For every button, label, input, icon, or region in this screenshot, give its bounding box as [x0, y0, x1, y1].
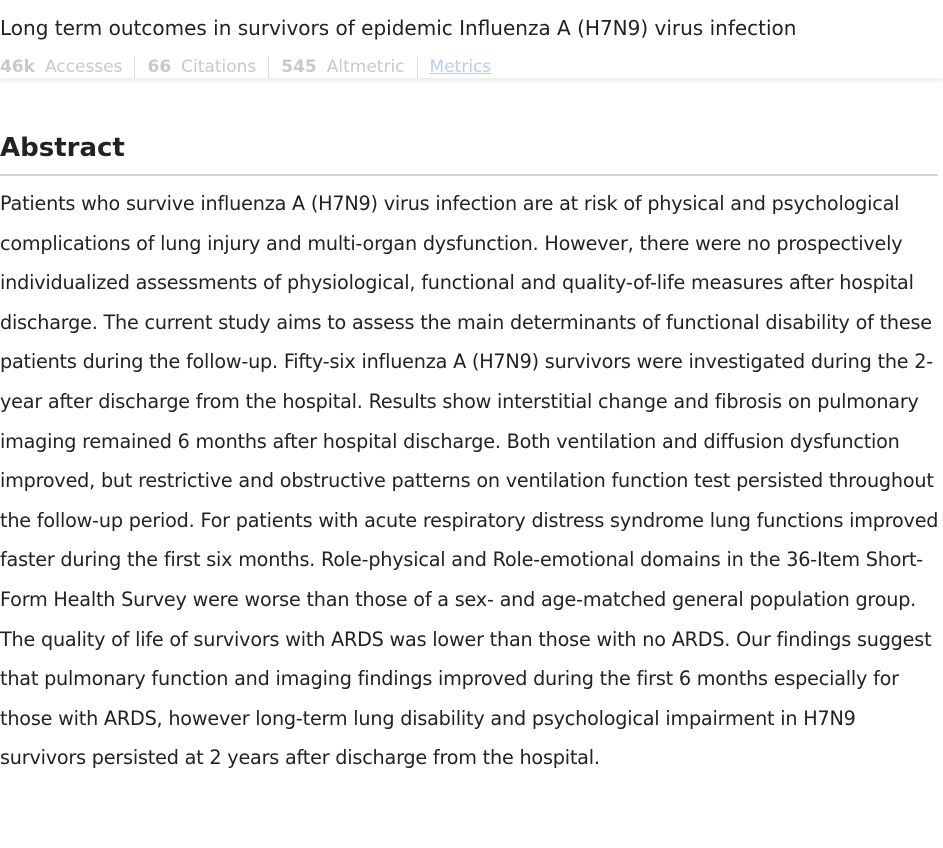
- metrics-link[interactable]: Metrics: [429, 57, 492, 77]
- article-title: Long term outcomes in survivors of epidemic Influenza A (H7N9) virus infection: [0, 16, 797, 40]
- metric-altmetric: [269, 56, 417, 78]
- metric-citations-value: 66: [147, 57, 172, 77]
- metric-accesses: [0, 56, 135, 78]
- metric-altmetric-label: Altmetric: [326, 57, 405, 77]
- metric-altmetric-value: 545: [281, 57, 317, 77]
- metric-citations: [135, 56, 269, 78]
- abstract-heading: Abstract: [0, 128, 938, 176]
- abstract-text: Patients who survive influenza A (H7N9) virus infection are at risk of physical and psychological complications of lung injury and multi-organ dysfunction. However, there were no prospectively individualized assessments of physiological, functional and quality-of-life measures after hospital discharge. The current study aims to assess the main determinants of functional disability of these patients during the follow-up. Fifty-six influenza A (H7N9) survivors were investigated during the 2-year after discharge from the hospital. Results show interstitial change and fibrosis on pulmonary imaging remained 6 months after hospital discharge. Both ventilation and diffusion dysfunction improved, but restrictive and obstructive patterns on ventilation function test persisted throughout the follow-up period. For patients with acute respiratory distress syndrome lung functions improved faster during the first six months. Role-physical and Role-emotional domains in the 36-Item Short-Form Health Survey were worse than those of a sex- and age-matched general population group. The quality of life of survivors with ARDS was lower than those with no ARDS. Our findings suggest that pulmonary function and imaging findings improved during the first 6 months especially for those with ARDS, however long-term lung disability and psychological impairment in H7N9 survivors persisted at 2 years after discharge from the hospital.: [0, 192, 939, 770]
- metric-accesses-label: Accesses: [44, 57, 123, 77]
- sticky-article-header: [0, 0, 943, 78]
- abstract-section: [0, 128, 943, 778]
- metric-citations-label: Citations: [181, 57, 257, 77]
- article-metrics-bar: [0, 54, 491, 78]
- metric-accesses-value: 46k: [0, 57, 35, 77]
